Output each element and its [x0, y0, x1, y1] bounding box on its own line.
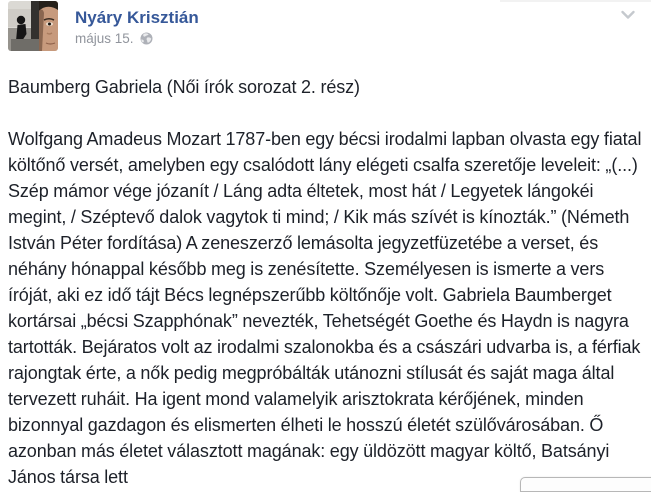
post-timestamp[interactable]: május 15. [75, 31, 134, 46]
profile-photo-image [8, 1, 58, 51]
post-meta-row [75, 30, 153, 47]
globe-icon [140, 32, 153, 45]
post-header [0, 0, 651, 62]
profile-picture[interactable] [8, 1, 58, 51]
chevron-down-icon [620, 10, 636, 20]
post-content [8, 74, 642, 490]
post-title: Baumberg Gabriela (Női írók sorozat 2. rész) [8, 77, 360, 97]
post-menu-button[interactable] [617, 6, 639, 24]
post-body-text: Wolfgang Amadeus Mozart 1787-ben egy bécsi irodalmi lapban olvasta egy fiatal költőnő versét, amelyben egy csalódott lány elégeti csalfa szeretője leveleit: „(...) Szép mámor vége józanít / Láng adta éltetek, most hát / Legyetek lángokéi megint, / Széptevő dalok vagytok ti mind; / Kik más szívét is kínozták.” (Németh István Péter fordítása) A zeneszerző lemásolta jegyzetfüzetébe a verset, és néhány hónappal később meg is zenésítette. Személyesen is ismerte a vers íróját, aki ez idő tájt Bécs legnépszerűbb költőnője volt. Gabriela Baumberget kortársai „bécsi Szapphónak” nevezték, Tehetségét Goethe és Haydn is nagyra tartották. Bejáratos volt az irodalmi szalonokba és a császári udvarba is, a férfiak rajongtak érte, a nők pedig megpróbálták utánozni stílusát és saját maga által tervezett ruháit. Ha igent mond valamelyik arisztokrata kérőjének, minden bizonnyal gazdagon és elismerten élheti le hosszú életét szülővárosában. Ő azonban más életet választott magának: egy üldözött magyar költő, Batsányi János társa lett [8, 129, 642, 487]
author-name-link[interactable]: Nyáry Krisztián [75, 8, 199, 27]
top-edge-divider [500, 0, 651, 2]
link-preview-bubble [520, 477, 651, 492]
